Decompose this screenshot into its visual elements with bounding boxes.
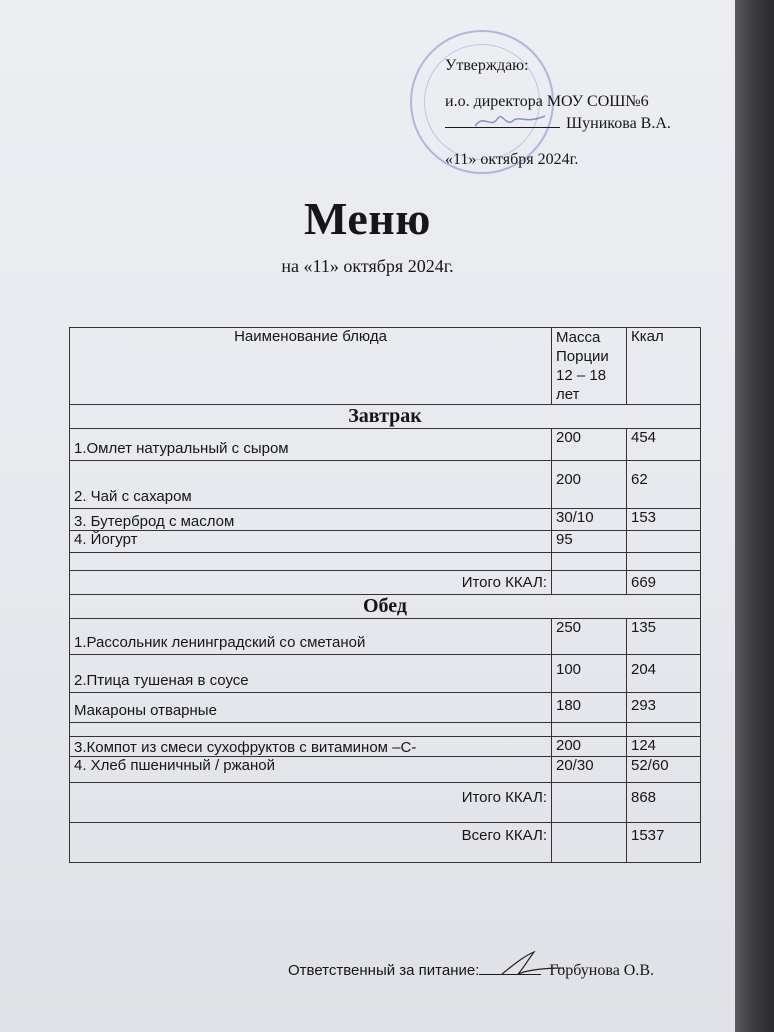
table-row bbox=[70, 461, 701, 509]
table-header-row bbox=[70, 328, 701, 405]
page-subtitle: на «11» октября 2024г. bbox=[281, 256, 454, 276]
empty-cell bbox=[70, 553, 552, 571]
dish-kcal: 124 bbox=[627, 737, 701, 757]
dish-mass: 200 bbox=[552, 429, 627, 461]
page-edge-shadow bbox=[735, 0, 774, 1032]
footer-label: Ответственный за питание: bbox=[288, 962, 480, 979]
dish-name: 4. Йогурт bbox=[70, 531, 552, 553]
header-name: Наименование блюда bbox=[70, 328, 552, 405]
table-row bbox=[70, 693, 701, 723]
responsible-signature bbox=[498, 948, 568, 978]
header-kcal: Ккал bbox=[627, 328, 701, 405]
table-row bbox=[70, 619, 701, 655]
empty-cell bbox=[552, 783, 627, 823]
dish-mass: 180 bbox=[552, 693, 627, 723]
empty-cell bbox=[552, 823, 627, 863]
approval-date: «11» октября 2024г. bbox=[445, 151, 579, 168]
dish-mass: 200 bbox=[552, 461, 627, 509]
section-lunch: Обед bbox=[70, 595, 701, 619]
breakfast-total-row bbox=[70, 571, 701, 595]
table-row-empty bbox=[70, 553, 701, 571]
empty-cell bbox=[70, 723, 552, 737]
table-row-empty bbox=[70, 723, 701, 737]
dish-kcal: 52/60 bbox=[627, 757, 701, 783]
dish-name: 3.Компот из смеси сухофруктов с витамином –С- bbox=[70, 737, 552, 757]
empty-cell bbox=[627, 553, 701, 571]
dish-name: 2. Чай с сахаром bbox=[70, 461, 552, 509]
dish-name: 3. Бутерброд с маслом bbox=[70, 509, 552, 531]
dish-kcal: 135 bbox=[627, 619, 701, 655]
approval-header: Утверждаю: bbox=[445, 57, 529, 74]
dish-name: 1.Рассольник ленинградский со сметаной bbox=[70, 619, 552, 655]
dish-mass: 250 bbox=[552, 619, 627, 655]
dish-kcal bbox=[627, 531, 701, 553]
empty-cell bbox=[627, 723, 701, 737]
table-row bbox=[70, 429, 701, 461]
lunch-total-row bbox=[70, 783, 701, 823]
dish-name: 4. Хлеб пшеничный / ржаной bbox=[70, 757, 552, 783]
dish-name: 1.Омлет натуральный с сыром bbox=[70, 429, 552, 461]
dish-mass: 30/10 bbox=[552, 509, 627, 531]
footer-signature-row bbox=[288, 962, 654, 980]
dish-kcal: 62 bbox=[627, 461, 701, 509]
dish-name: Макароны отварные bbox=[70, 693, 552, 723]
dish-kcal: 204 bbox=[627, 655, 701, 693]
approval-position: и.о. директора МОУ СОШ№6 bbox=[445, 93, 649, 110]
dish-kcal: 153 bbox=[627, 509, 701, 531]
table-row bbox=[70, 531, 701, 553]
approval-signer: Шуникова В.А. bbox=[566, 115, 671, 132]
section-row-breakfast bbox=[70, 405, 701, 429]
table-row bbox=[70, 737, 701, 757]
header-mass: Масса Порции 12 – 18 лет bbox=[552, 328, 627, 405]
table-row bbox=[70, 509, 701, 531]
empty-cell bbox=[552, 553, 627, 571]
grand-total-row bbox=[70, 823, 701, 863]
section-row-lunch bbox=[70, 595, 701, 619]
empty-cell bbox=[552, 571, 627, 595]
dish-mass: 100 bbox=[552, 655, 627, 693]
dish-kcal: 293 bbox=[627, 693, 701, 723]
dish-mass: 200 bbox=[552, 737, 627, 757]
table-row bbox=[70, 757, 701, 783]
table-row bbox=[70, 655, 701, 693]
director-signature bbox=[470, 108, 550, 132]
dish-kcal: 454 bbox=[627, 429, 701, 461]
section-breakfast: Завтрак bbox=[70, 405, 701, 429]
page-title: Меню bbox=[304, 193, 431, 244]
breakfast-total-label: Итого ККАЛ: bbox=[70, 571, 552, 595]
empty-cell bbox=[552, 723, 627, 737]
breakfast-total-value: 669 bbox=[627, 571, 701, 595]
dish-mass: 95 bbox=[552, 531, 627, 553]
footer-name: Горбунова О.В. bbox=[549, 962, 655, 979]
grand-total-label: Всего ККАЛ: bbox=[70, 823, 552, 863]
lunch-total-value: 868 bbox=[627, 783, 701, 823]
lunch-total-label: Итого ККАЛ: bbox=[70, 783, 552, 823]
menu-table bbox=[69, 327, 701, 863]
dish-name: 2.Птица тушеная в соусе bbox=[70, 655, 552, 693]
dish-mass: 20/30 bbox=[552, 757, 627, 783]
grand-total-value: 1537 bbox=[627, 823, 701, 863]
